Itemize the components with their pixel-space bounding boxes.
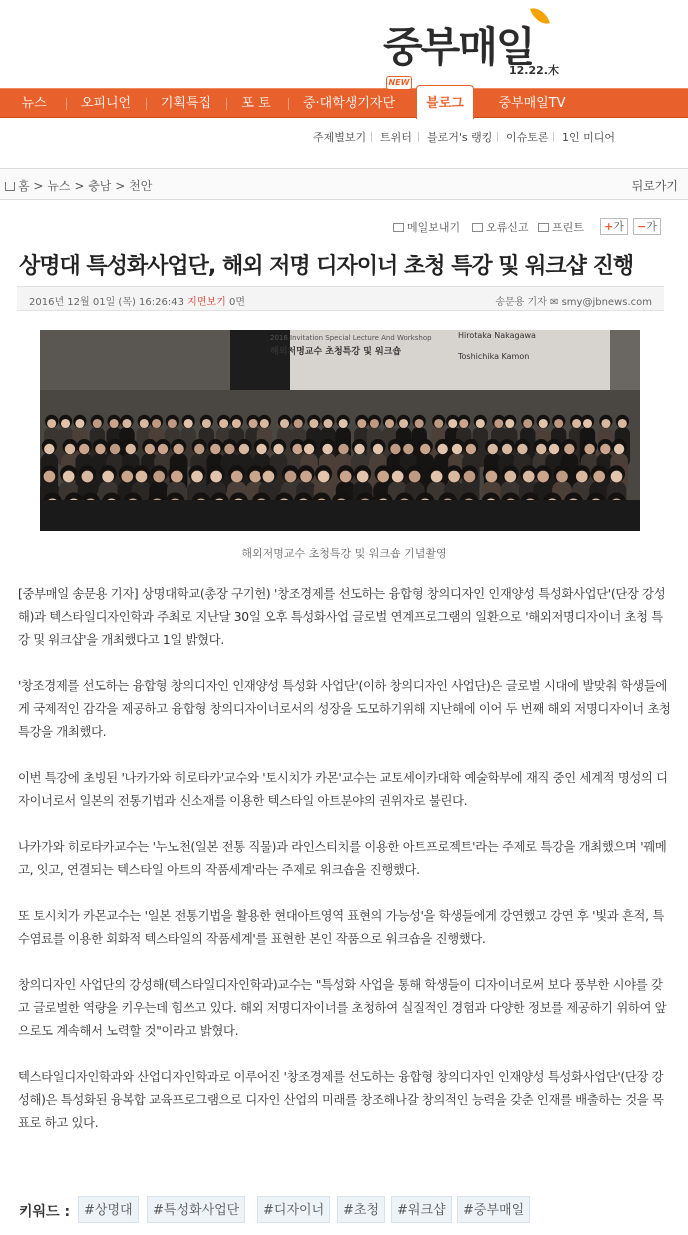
crowd-person-face xyxy=(420,444,430,454)
home-icon xyxy=(5,182,15,191)
crowd-person-face xyxy=(448,419,457,428)
article-date-info xyxy=(29,293,245,308)
crowd-person-face xyxy=(390,444,400,454)
crowd-person-face xyxy=(448,471,460,483)
crowd-person-face xyxy=(210,471,222,483)
crowd-person-face xyxy=(260,419,269,428)
crowd-person-face xyxy=(65,444,75,454)
crowd-person-face xyxy=(385,419,394,428)
crowd-person-face xyxy=(153,471,165,483)
keyword-tag[interactable]: #디자이너 xyxy=(257,1196,330,1223)
crowd-person-face xyxy=(576,471,588,483)
article-date: 2016년 12월 01일 (목) 16:26:43 xyxy=(29,297,184,308)
crowd-person-face xyxy=(504,471,516,483)
crowd-person-face xyxy=(564,444,574,454)
crowd-person-face xyxy=(340,471,352,483)
crowd-person-face xyxy=(357,419,366,428)
crowd-person-face xyxy=(357,471,369,483)
crowd-person-face xyxy=(464,471,476,483)
article-paragraph: '창조경제를 선도하는 융합형 창의디자인 인재양성 특성화 사업단'(이하 창의디자인 사업단)은 글로벌 시대에 발맞춰 학생들에게 국제적인 감각을 제공하고 융합형 창의디자이너로서의 성장을 도모하기위해 지난해에 이어 두 번째 해외 저명디자이너 초청 특강을 개최했다. xyxy=(18,679,671,739)
breadcrumb-chungnam[interactable]: 충남 xyxy=(88,179,112,193)
crowd-person-face xyxy=(323,419,332,428)
envelope-icon: ✉ xyxy=(550,297,559,308)
nav-opinion[interactable]: 오피니언 xyxy=(80,96,132,111)
crowd-person-face xyxy=(110,444,120,454)
crowd-person-face xyxy=(505,419,514,428)
breadcrumb-news[interactable]: 뉴스 xyxy=(47,179,71,193)
crowd-person-face xyxy=(79,444,89,454)
crowd-person-face xyxy=(300,471,312,483)
crowd-person-face xyxy=(502,444,512,454)
crowd-person-face xyxy=(168,419,177,428)
nav-photo[interactable]: 포 토 xyxy=(241,96,271,111)
crowd-person-face xyxy=(556,471,568,483)
subnav-issue-debate[interactable]: 이슈토론 xyxy=(506,131,549,144)
banner-name2: Toshichika Kamon xyxy=(458,352,530,361)
crowd-person-face xyxy=(611,471,623,483)
crowd-person-face xyxy=(536,444,546,454)
crowd-person-face xyxy=(459,419,468,428)
crowd-person-face xyxy=(136,471,148,483)
crowd-person-face xyxy=(370,419,379,428)
keyword-tag[interactable]: #초청 xyxy=(337,1196,385,1223)
crowd-person-face xyxy=(256,444,266,454)
crowd-person-face xyxy=(231,471,243,483)
breadcrumb-separator: > xyxy=(33,179,44,193)
nav-divider xyxy=(146,98,147,110)
banner-names xyxy=(458,330,536,362)
crowd-person-face xyxy=(537,471,549,483)
crowd-person-face xyxy=(93,419,102,428)
crowd-person-face xyxy=(285,471,297,483)
crowd-person-face xyxy=(431,471,443,483)
crowd-person-face xyxy=(294,419,303,428)
crowd-person-face xyxy=(158,444,168,454)
crowd-person-face xyxy=(110,419,119,428)
crowd-person-face xyxy=(583,419,592,428)
crowd-person-face xyxy=(280,419,289,428)
breadcrumb xyxy=(5,177,152,194)
back-button[interactable]: 뒤로가기 xyxy=(631,179,678,193)
crowd-person-face xyxy=(466,444,476,454)
crowd-person-face xyxy=(61,419,70,428)
breadcrumb-home[interactable]: 홈 xyxy=(18,179,30,193)
crowd-person-face xyxy=(409,471,421,483)
crowd-person-face xyxy=(173,444,183,454)
breadcrumb-bar xyxy=(0,168,688,200)
crowd-person-face xyxy=(145,444,155,454)
article-photo[interactable] xyxy=(40,330,640,531)
crowd-person-face xyxy=(338,444,348,454)
crowd-person-face xyxy=(354,444,364,454)
site-logo[interactable]: 중부매일 xyxy=(383,23,534,71)
crowd-person-face xyxy=(318,471,330,483)
nav-divider xyxy=(66,98,67,110)
crowd-person-face xyxy=(593,471,605,483)
font-bigger-button[interactable] xyxy=(600,218,628,235)
nav-divider xyxy=(226,98,227,110)
article-author-info xyxy=(495,293,652,308)
crowd-person-face xyxy=(377,471,389,483)
header-date: 12.22.木 xyxy=(509,64,559,77)
article-paragraph: [중부매일 송문용 기자] 상명대학교(총장 구기헌) '창조경제를 선도하는 융합형 창의디자인 인재양성 특성화사업단'(단장 강성해)과 텍스타일디자인학과 주최로 지난달 30일 오후 특성화사업 글로벌 연계프로그램의 일환으로 '해외저명디자이너 초청 특강 및 워크샵'을 개최했다고 1일 밝혔다. xyxy=(18,587,666,647)
breadcrumb-cheonan[interactable]: 천안 xyxy=(129,179,153,193)
crowd-person-face xyxy=(452,444,462,454)
print-button[interactable] xyxy=(538,219,584,235)
article-paragraph: 텍스타일디자인학과와 산업디자인학과로 이루어진 '창조경제를 선도하는 융합형 창의디자인 인재양성 특성화사업단'(단장 강성해)은 특성화된 융복합 교육프로그램으로 디자인 산업의 미래를 창조해나갈 창의적인 능력을 갖춘 인재를 배출하는 것을 목표로 하고 있다. xyxy=(18,1070,664,1130)
crowd-person-face xyxy=(63,471,75,483)
article-author[interactable]: 송문용 기자 xyxy=(495,297,547,308)
print-page: 0면 xyxy=(228,297,246,308)
crowd-person-face xyxy=(140,419,149,428)
crowd-person-face xyxy=(549,444,559,454)
banner-line1: 2016 Invitation Special Lecture And Workshop xyxy=(270,334,432,342)
crowd-person-face xyxy=(202,419,211,428)
photo-floor xyxy=(40,500,640,531)
article-paragraph: 창의디자인 사업단의 강성해(텍스타일디자인학과)교수는 "특성화 사업을 통해 학생들이 디자이너로써 보다 풍부한 시야를 갖고 글로벌한 역량을 키우는데 힘쓰고 있다. 해외 저명디자이너를 초청하여 실질적인 경험과 다양한 정보를 제공하기 위하여 앞으로도 계속해서 노력할 것"이라고 밝혔다. xyxy=(18,978,667,1038)
subnav-divider xyxy=(497,132,498,142)
crowd-person-face xyxy=(614,444,624,454)
sub-nav xyxy=(0,119,688,155)
email-button[interactable] xyxy=(393,219,460,235)
alert-icon xyxy=(472,223,483,232)
nav-special[interactable]: 기획특집 xyxy=(160,96,212,111)
nav-news[interactable]: 뉴스 xyxy=(21,96,47,111)
print-label: 프린트 xyxy=(552,221,584,234)
article-body xyxy=(18,583,673,1158)
keyword-tag[interactable]: #상명대 xyxy=(78,1196,139,1223)
subnav-1inmedia[interactable]: 1인 미디어 xyxy=(562,131,615,144)
crowd-person-face xyxy=(47,419,56,428)
crowd-person-face xyxy=(184,419,193,428)
article-paragraph: 나카가와 히로타카교수는 '누노천(일본 전통 직물)과 라인스티치를 이용한 아트프로젝트'라는 주제로 특강을 개최했으며 '꿰메고, 잇고, 연결되는 텍스타일 아트의 작품세계'라는 주제로 워크숍을 진행했다. xyxy=(18,840,667,877)
crowd-person-face xyxy=(517,444,527,454)
crowd-person-face xyxy=(249,419,258,428)
crowd-person-face xyxy=(44,471,56,483)
photo-caption: 해외저명교수 초청특강 및 워크숍 기념촬영 xyxy=(241,547,447,560)
font-bigger-label: 가 xyxy=(613,220,624,233)
subnav-divider xyxy=(553,132,554,142)
nav-divider xyxy=(288,98,289,110)
crowd-person-face xyxy=(273,444,283,454)
crowd-person-face xyxy=(488,444,498,454)
crowd-person-face xyxy=(232,419,241,428)
breadcrumb-separator: > xyxy=(115,179,126,193)
crowd-person-face xyxy=(239,444,249,454)
crowd-person-face xyxy=(171,471,183,483)
crowd-person-face xyxy=(437,444,447,454)
minus-icon: − xyxy=(637,220,647,233)
crowd-person-face xyxy=(219,419,228,428)
article-meta xyxy=(17,286,664,311)
crowd-person-face xyxy=(309,419,318,428)
crowd-person-face xyxy=(572,419,581,428)
crowd-person-face xyxy=(339,419,348,428)
subnav-divider xyxy=(371,132,372,142)
crowd-person-face xyxy=(486,471,498,483)
crowd-person-face xyxy=(292,444,302,454)
crowd-person-face xyxy=(263,471,275,483)
subnav-divider xyxy=(418,132,419,142)
crowd-person-face xyxy=(122,419,131,428)
main-nav xyxy=(0,88,688,118)
report-error-button[interactable] xyxy=(472,219,529,235)
article-paragraph: 또 토시치가 카몬교수는 '일본 전통기법을 활용한 현대아트영역 표현의 가능성'을 학생들에게 강연했고 강연 후 '빛과 흔적, 특수염료를 이용한 회화적 텍스타일의 작품세계'를 표현한 본인 작품으로 워크숍을 진행했다. xyxy=(18,909,664,946)
crowd-person-face xyxy=(403,444,413,454)
site-header xyxy=(0,0,688,88)
crowd-person-face xyxy=(554,419,563,428)
crowd-person-face xyxy=(322,444,332,454)
plus-icon: + xyxy=(604,220,614,233)
crowd-person-face xyxy=(210,444,220,454)
crowd-person-face xyxy=(121,471,133,483)
keyword-tag[interactable]: #특성화사업단 xyxy=(147,1196,245,1223)
new-badge: NEW xyxy=(386,76,412,90)
crowd-person-face xyxy=(152,419,161,428)
keywords-label: 키워드 : xyxy=(19,1204,71,1220)
crowd-person-face xyxy=(600,444,610,454)
article-paragraph: 이번 특강에 초빙된 '나카가와 히로타카'교수와 '토시치가 카몬'교수는 교토세이카대학 예술학부에 재직 중인 세계적 명성의 디자이너로서 일본의 전통기법과 신소재를 이용한 텍스타일 아트분야의 권위자로 불린다. xyxy=(18,771,668,808)
crowd-person-face xyxy=(373,444,383,454)
email-label: 메일보내기 xyxy=(407,221,461,234)
mail-icon xyxy=(393,223,404,232)
crowd-person-face xyxy=(304,444,314,454)
crowd-person-face xyxy=(399,419,408,428)
keyword-tag[interactable]: #중부매일 xyxy=(457,1196,530,1223)
crowd-person-face xyxy=(434,419,443,428)
crowd-person-face xyxy=(476,419,485,428)
subnav-topics[interactable]: 주제별보기 xyxy=(313,131,367,144)
report-error-label: 오류신고 xyxy=(486,221,529,234)
crowd-person-face xyxy=(191,471,203,483)
crowd-person-face xyxy=(75,419,84,428)
article-title: 상명대 특성화사업단, 해외 저명 디자이너 초청 특강 및 워크샵 진행 xyxy=(19,254,634,279)
nav-blog[interactable]: 블로그 xyxy=(416,85,474,119)
crowd-person-face xyxy=(102,471,114,483)
author-email[interactable]: smy@jbnews.com xyxy=(561,297,652,308)
crowd-person-face xyxy=(224,444,234,454)
crowd-person-face xyxy=(618,419,627,428)
crowd-person-face xyxy=(392,471,404,483)
font-smaller-button[interactable] xyxy=(633,218,661,235)
crowd-person-face xyxy=(601,419,610,428)
crowd-person-face xyxy=(523,419,532,428)
crowd-person-face xyxy=(82,471,94,483)
crowd-person-face xyxy=(95,444,105,454)
crowd-person-face xyxy=(494,419,503,428)
breadcrumb-separator: > xyxy=(74,179,85,193)
crowd-person-face xyxy=(415,419,424,428)
crowd-person-face xyxy=(584,444,594,454)
keyword-tag[interactable]: #워크샵 xyxy=(391,1196,452,1223)
crowd-person-face xyxy=(249,471,261,483)
nav-jbtv[interactable]: 중부매일TV xyxy=(498,96,566,111)
print-view-link[interactable]: 지면보기 xyxy=(187,297,226,308)
crowd-person-face xyxy=(44,444,54,454)
subnav-blogger-ranking[interactable]: 블로거's 랭킹 xyxy=(427,131,493,144)
nav-student-reporters[interactable]: 중·대학생기자단 xyxy=(302,96,396,111)
banner-line2: 해외저명교수 초청특강 및 워크숍 xyxy=(270,347,402,357)
subnav-twitter[interactable]: 트위터 xyxy=(380,131,412,144)
banner-name1: Hirotaka Nakagawa xyxy=(458,331,536,340)
crowd-person-face xyxy=(126,444,136,454)
printer-icon xyxy=(538,223,549,232)
crowd-person-face xyxy=(194,444,204,454)
crowd-person-face xyxy=(539,419,548,428)
font-smaller-label: 가 xyxy=(646,220,657,233)
crowd-person-face xyxy=(523,471,535,483)
